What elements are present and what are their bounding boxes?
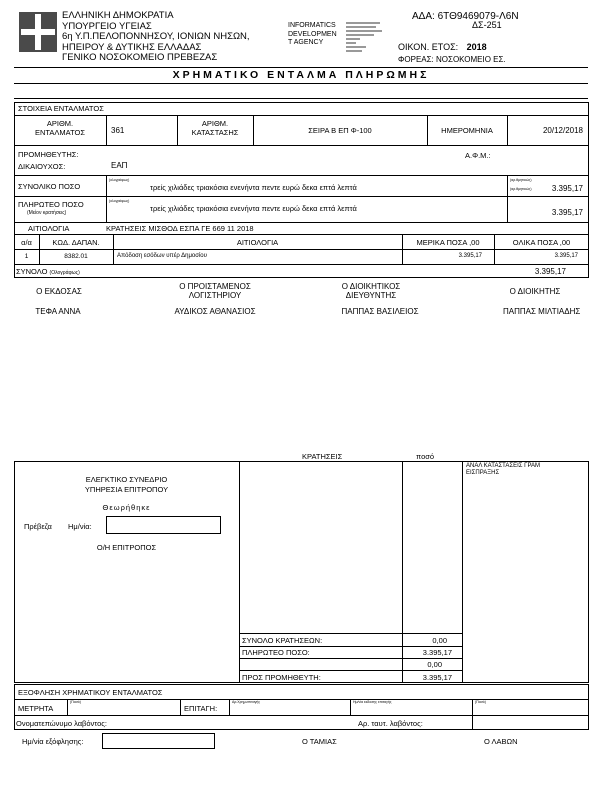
recipient-id-label: Αρ. ταυτ. λαβόντος: bbox=[358, 719, 423, 728]
fiscal-year bbox=[398, 42, 487, 52]
check-date-tag: Ημ/νία εκδοσης επιταγής bbox=[353, 700, 392, 704]
sum-label-text: ΣΥΝΟΛΟ bbox=[16, 267, 48, 276]
signature-title-line: Ο ΔΙΟΙΚΗΤΗΣ bbox=[509, 287, 561, 296]
in-words-tag: (ολογράφως) bbox=[109, 199, 130, 203]
payoff-date-label: Ημ/νία εξόφλησης: bbox=[22, 737, 84, 746]
supplier-name: ΕΑΠ bbox=[111, 161, 128, 170]
deductions-header: ΚΡΑΤΗΣΕΙΣ bbox=[302, 452, 343, 461]
grid-line bbox=[14, 222, 589, 223]
grid-line bbox=[14, 115, 589, 116]
grid-line bbox=[106, 115, 107, 145]
org-line: ΗΠΕΙΡΟΥ & ΔΥΤΙΚΗΣ ΕΛΛΑΔΑΣ bbox=[62, 41, 202, 53]
signature-title-line: ΛΟΓΙΣΤΗΡΙΟΥ bbox=[188, 291, 242, 300]
number-label-line: ΕΝΤΑΛΜΑΤΟΣ bbox=[34, 128, 86, 137]
warrant-date: 20/12/2018 bbox=[542, 126, 583, 135]
approved-label: Θεωρήθηκε bbox=[102, 503, 151, 512]
check-label: ΕΠΙΤΑΓΗ: bbox=[184, 704, 218, 713]
approval-date-label: Ημ/νία: bbox=[68, 522, 92, 531]
greek-cross-logo-icon bbox=[19, 12, 57, 52]
afm-label: Α.Φ.Μ.: bbox=[465, 151, 491, 160]
signature-title-line: Ο ΔΙΟΙΚΗΤΙΚΟΣ bbox=[341, 282, 401, 291]
fiscal-year-value: 2018 bbox=[466, 42, 487, 52]
receipt-note-line: ΕΙΣΠΡΑΞΗΣ bbox=[466, 470, 500, 476]
grid-line bbox=[14, 175, 589, 176]
signature-title-line: Ο ΕΚΔΟΣΑΣ bbox=[36, 287, 82, 296]
signature-name: ΠΑΠΠΑΣ ΜΙΛΤΙΑΔΗΣ bbox=[503, 307, 581, 316]
org-line: ΥΠΟΥΡΓΕΙΟ ΥΓΕΙΑΣ bbox=[62, 20, 152, 32]
paid-sublabel: (Μείον κρατήσεις) bbox=[27, 210, 67, 216]
grid-line bbox=[462, 461, 463, 683]
fineprint-lines-icon bbox=[346, 21, 386, 53]
column-header-partial: ΜΕΡΙΚΑ ΠΟΣΑ ,00 bbox=[416, 238, 480, 247]
title-bottom-rule bbox=[14, 83, 588, 84]
audit-office-line: ΕΛΕΓΚΤΙΚΟ ΣΥΝΕΔΡΙΟ bbox=[85, 475, 168, 484]
cash-label: ΜΕΤΡΗΤΑ bbox=[18, 704, 54, 713]
payoff-date-input[interactable] bbox=[102, 733, 215, 749]
informatics-block bbox=[288, 22, 337, 48]
status-label-line: ΑΡΙΘΜ. bbox=[201, 119, 229, 128]
supplier-label-line: ΔΙΚΑΙΟΥΧΟΣ: bbox=[18, 162, 66, 171]
paid-words: τρείς χιλιάδες τριακόσια ενενήντα πεντε ευρώ δεκα επτά λεπτά bbox=[150, 204, 357, 213]
grid-line bbox=[472, 715, 473, 730]
grid-line bbox=[14, 145, 589, 146]
org-block bbox=[62, 11, 250, 64]
grid-line bbox=[350, 699, 351, 715]
status-label bbox=[177, 119, 253, 137]
to-supplier-value: 3.395,17 bbox=[422, 673, 452, 682]
in-numbers-tag: (αρ.θμητικώς) bbox=[510, 187, 532, 191]
agency-label: ΦΟΡΕΑΣ: ΝΟΣΟΚΟΜΕΙΟ ΕΣ. bbox=[398, 55, 506, 64]
grid-line bbox=[14, 196, 589, 197]
column-header-total: ΟΛΙΚΑ ΠΟΣΑ ,00 bbox=[512, 238, 571, 247]
payable-value: 3.395,17 bbox=[422, 648, 452, 657]
paid-label: ΠΛΗΡΩΤΕΟ ΠΟΣΟ bbox=[18, 200, 84, 209]
row-aa: 1 bbox=[24, 253, 29, 260]
date-label: ΗΜΕΡΟΜΗΝΙΑ bbox=[441, 126, 493, 135]
reason-label: ΑΙΤΙΟΛΟΓΙΑ bbox=[28, 224, 70, 233]
amount-header: ποσό bbox=[416, 452, 435, 461]
signature-title bbox=[490, 287, 580, 296]
in-words-tag: (ολογράφως) bbox=[109, 178, 130, 182]
recipient-label: Ονοματεπώνυμο λαβόντος: bbox=[16, 719, 108, 728]
grid-line bbox=[239, 646, 462, 647]
grid-line bbox=[14, 249, 589, 250]
cash-amount-input[interactable] bbox=[67, 699, 180, 715]
cash-amount-tag: (Ποσό) bbox=[70, 700, 81, 704]
logo bbox=[19, 12, 57, 52]
section-label: ΣΤΟΙΧΕΙΑ ΕΝΤΑΛΜΑΤΟΣ bbox=[18, 104, 104, 113]
signature-title bbox=[160, 282, 270, 300]
page-title: ΧΡΗΜΑΤΙΚΟ ΕΝΤΑΛΜΑ ΠΛΗΡΩΜΗΣ bbox=[172, 69, 430, 81]
reason-text: ΚΡΑΤΗΣΕΙΣ ΜΙΣΘΟΔ ΕΣΠΑ ΓΕ 669 11 2018 bbox=[106, 224, 254, 233]
receipt-note bbox=[466, 463, 540, 477]
row-partial: 3.395,17 bbox=[458, 253, 482, 259]
audit-office-line: ΥΠΗΡΕΣΙΑ ΕΠΙΤΡΟΠΟΥ bbox=[84, 485, 169, 494]
signature-title-line: Ο ΠΡΟΙΣΤΑΜΕΝΟΣ bbox=[179, 282, 251, 291]
check-number-tag: Αρ.Χρημ.επιταγής bbox=[232, 700, 261, 704]
grid-line bbox=[239, 670, 462, 671]
sum-label bbox=[16, 267, 80, 276]
informatics-line: T AGENCY bbox=[288, 39, 324, 46]
signature-name: ΑΥΔΙΚΟΣ ΑΘΑΝΑΣΙΟΣ bbox=[174, 307, 256, 316]
settlement-title: ΕΞΟΦΛΗΣΗ ΧΡΗΜΑΤΙΚΟΥ ΕΝΤΑΛΜΑΤΟΣ bbox=[18, 688, 163, 697]
series: ΣΕΙΡΑ Β ΕΠ Φ-100 bbox=[308, 126, 372, 135]
total-amount: 3.395,17 bbox=[551, 184, 583, 193]
deductions-total-value: 0,00 bbox=[432, 636, 447, 645]
sum-sublabel: (Ολογράφως) bbox=[49, 270, 80, 276]
signature-title-line: ΔΙΕΥΘΥΝΤΗΣ bbox=[345, 291, 397, 300]
org-line: 6η Υ.Π.ΠΕΛΟΠΟΝΝΗΣΟΥ, ΙΟΝΙΩΝ ΝΗΣΩΝ, bbox=[62, 31, 250, 43]
grid-line bbox=[14, 234, 589, 235]
grid-line bbox=[507, 175, 508, 223]
column-header-code: ΚΩΔ. ΔΑΠΑΝ. bbox=[52, 238, 100, 247]
ada-label: ΑΔΑ: 6ΤΘ9469079-Λ6Ν bbox=[412, 11, 519, 22]
total-words: τρείς χιλιάδες τριακόσια ενενήντα πεντε ευρώ δεκα επτά λεπτά bbox=[150, 183, 357, 192]
row-desc: Απόδοση εσόδων υπέρ Δημοσίου bbox=[117, 253, 207, 259]
commissioner-label: Ο/Η ΕΠΙΤΡΟΠΟΣ bbox=[96, 543, 157, 552]
receipt-note-line: ΑΝΑΛ ΚΑΤΑΣΤΑΣΕΙΣ ΓΡΑΜ bbox=[466, 463, 541, 469]
total-label: ΣΥΝΟΛΙΚΟ ΠΟΣΟ bbox=[18, 182, 81, 191]
extra-value: 0,00 bbox=[427, 660, 442, 669]
check-amount-tag: (Ποσό) bbox=[475, 700, 486, 704]
payable-label: ΠΛΗΡΩΤΕΟ ΠΟΣΟ: bbox=[242, 648, 310, 657]
org-line: ΓΕΝΙΚΟ ΝΟΣΟΚΟΜΕΙΟ ΠΡΕΒΕΖΑΣ bbox=[62, 52, 218, 64]
number-label bbox=[14, 119, 106, 137]
informatics-fineprint bbox=[346, 21, 386, 53]
signature-title bbox=[316, 282, 426, 300]
cashier-label: Ο ΤΑΜΙΑΣ bbox=[302, 737, 337, 746]
grid-line bbox=[239, 633, 462, 634]
signature-title bbox=[24, 287, 94, 296]
section-top-rule bbox=[14, 98, 588, 99]
in-numbers-tag: (αρ.θμητικώς) bbox=[510, 178, 532, 182]
informatics-line: DEVELOPMEN bbox=[288, 30, 337, 38]
place-label: Πρέβεζα bbox=[24, 522, 52, 531]
ada-sub: ΔΣ-251 bbox=[472, 20, 502, 30]
org-line: ΕΛΛΗΝΙΚΗ ΔΗΜΟΚΡΑΤΙΑ bbox=[62, 10, 174, 21]
row-code: 8382.01 bbox=[64, 253, 88, 260]
warrant-number: 361 bbox=[111, 126, 125, 135]
grid-line bbox=[239, 658, 462, 659]
column-header-reason: ΑΙΤΙΟΛΟΓΙΑ bbox=[236, 238, 279, 247]
sum-total: 3.395,17 bbox=[534, 267, 566, 276]
number-label-line: ΑΡΙΘΜ. bbox=[46, 119, 74, 128]
title-top-rule bbox=[14, 67, 588, 68]
supplier-label bbox=[18, 149, 78, 173]
grid-line bbox=[229, 699, 230, 715]
grid-line bbox=[14, 715, 589, 716]
fiscal-year-label: ΟΙΚΟΝ. ΕΤΟΣ: bbox=[398, 42, 459, 52]
audit-office bbox=[14, 475, 239, 495]
status-label-line: ΚΑΤΑΣΤΑΣΗΣ bbox=[191, 128, 239, 137]
grid-line bbox=[106, 175, 107, 223]
receiver-label: Ο ΛΑΒΩΝ bbox=[484, 737, 518, 746]
approval-date-input[interactable] bbox=[106, 516, 221, 534]
informatics-line: INFORMATICS bbox=[288, 22, 336, 29]
to-supplier-label: ΠΡΟΣ ΠΡΟΜΗΘΕΥΤΗ: bbox=[242, 673, 321, 682]
row-total: 3.395,17 bbox=[554, 253, 578, 259]
signature-name: ΠΑΠΠΑΣ ΒΑΣΙΛΕΙΟΣ bbox=[341, 307, 419, 316]
deductions-total-label: ΣΥΝΟΛΟ ΚΡΑΤΗΣΕΩΝ: bbox=[242, 636, 323, 645]
supplier-label-line: ΠΡΟΜΗΘΕΥΤΗΣ: bbox=[18, 150, 79, 159]
column-header-aa: α/α bbox=[21, 238, 32, 247]
grid-line bbox=[14, 264, 589, 265]
grid-line bbox=[239, 461, 240, 683]
grid-line bbox=[180, 699, 181, 715]
signature-name: ΤΕΦΑ ΑΝΝΑ bbox=[35, 307, 81, 316]
grid-line bbox=[472, 699, 473, 715]
paid-amount: 3.395,17 bbox=[551, 208, 583, 217]
